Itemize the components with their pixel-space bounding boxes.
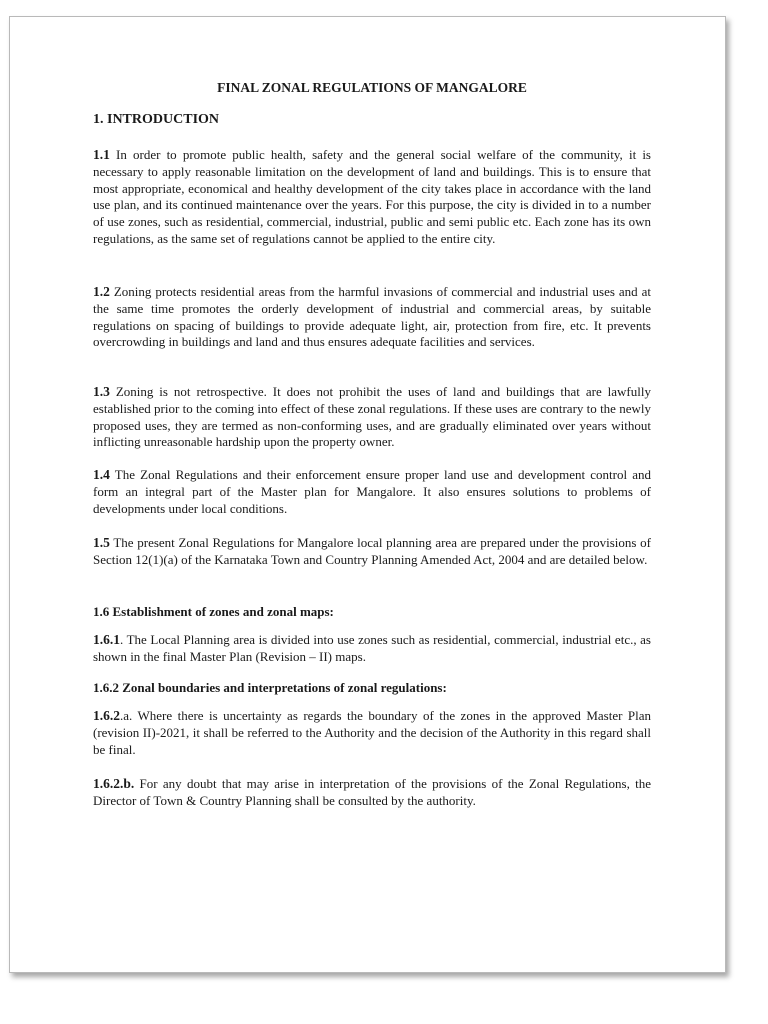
- paragraph-1-6-2-b: [93, 776, 651, 810]
- subheading-1-6-2: 1.6.2 Zonal boundaries and interpretations of zonal regulations:: [93, 680, 447, 695]
- paragraph-text: Zoning is not retrospective. It does not prohibit the uses of land and buildings that are lawfully established prior to the coming into effect of these zonal regulations. If these uses are contrary to the newly proposed uses, they are termed as non-conforming uses, and are gradually eliminated over years without inflicting unreasonable hardship upon the property owner.: [93, 384, 651, 450]
- paragraph-number: 1.6.1: [93, 632, 120, 647]
- paragraph-text: In order to promote public health, safety and the general social welfare of the community, it is necessary to apply reasonable limitation on the development of land and buildings. This is to ensure that most appropriate, economical and healthy development of the city takes place in accordance with the land use plan, and its continued maintenance over the years. For this purpose, the city is divided in to a number of use zones, such as residential, commercial, industrial, public and semi public etc. Each zone has its own regulations, as the same set of regulations cannot be applied to the entire city.: [93, 147, 651, 246]
- paragraph-number: 1.5: [93, 535, 110, 550]
- paragraph-text: Zoning protects residential areas from the harmful invasions of commercial and industrial uses and at the same time promotes the orderly development of industrial and commercial areas, by suitable regulations on spacing of buildings to provide adequate light, air, protection from fire, etc. It prevents overcrowding in buildings and land and thus ensures adequate facilities and services.: [93, 284, 651, 350]
- paragraph-1-6-2-a: [93, 708, 651, 758]
- section-heading-introduction: 1. INTRODUCTION: [93, 112, 220, 127]
- paragraph-text: .a. Where there is uncertainty as regards the boundary of the zones in the approved Master Plan (revision II)-2021, it shall be referred to the Authority and the decision of the Authority in this regard shall be final.: [93, 708, 651, 757]
- paragraph-1-1: [93, 147, 651, 248]
- paragraph-text: The Zonal Regulations and their enforcement ensure proper land use and development control and form an integral part of the Master plan for Mangalore. It also ensures solutions to problems of developments under local conditions.: [93, 467, 651, 516]
- document-title: FINAL ZONAL REGULATIONS OF MANGALORE: [217, 80, 527, 95]
- paragraph-number: 1.1: [93, 147, 110, 162]
- paragraph-number: 1.6.2: [93, 708, 120, 723]
- paragraph-number: 1.3: [93, 384, 110, 399]
- paragraph-1-6-1: [93, 632, 651, 666]
- paragraph-number: 1.6.2.b.: [93, 776, 135, 791]
- paragraph-text: For any doubt that may arise in interpretation of the provisions of the Zonal Regulations, the Director of Town & Country Planning shall be consulted by the authority.: [93, 776, 651, 808]
- document-page: [9, 16, 726, 973]
- subheading-1-6: 1.6 Establishment of zones and zonal maps:: [93, 604, 334, 619]
- paragraph-1-5: [93, 535, 651, 569]
- paragraph-text: . The Local Planning area is divided into use zones such as residential, commercial, industrial etc., as shown in the final Master Plan (Revision – II) maps.: [93, 632, 651, 664]
- paragraph-text: The present Zonal Regulations for Mangalore local planning area are prepared under the provisions of Section 12(1)(a) of the Karnataka Town and Country Planning Amended Act, 2004 and are detailed below.: [93, 535, 651, 567]
- paragraph-1-4: [93, 467, 651, 517]
- paragraph-number: 1.4: [93, 467, 110, 482]
- paragraph-1-3: [93, 384, 651, 451]
- paragraph-1-2: [93, 284, 651, 351]
- paragraph-number: 1.2: [93, 284, 110, 299]
